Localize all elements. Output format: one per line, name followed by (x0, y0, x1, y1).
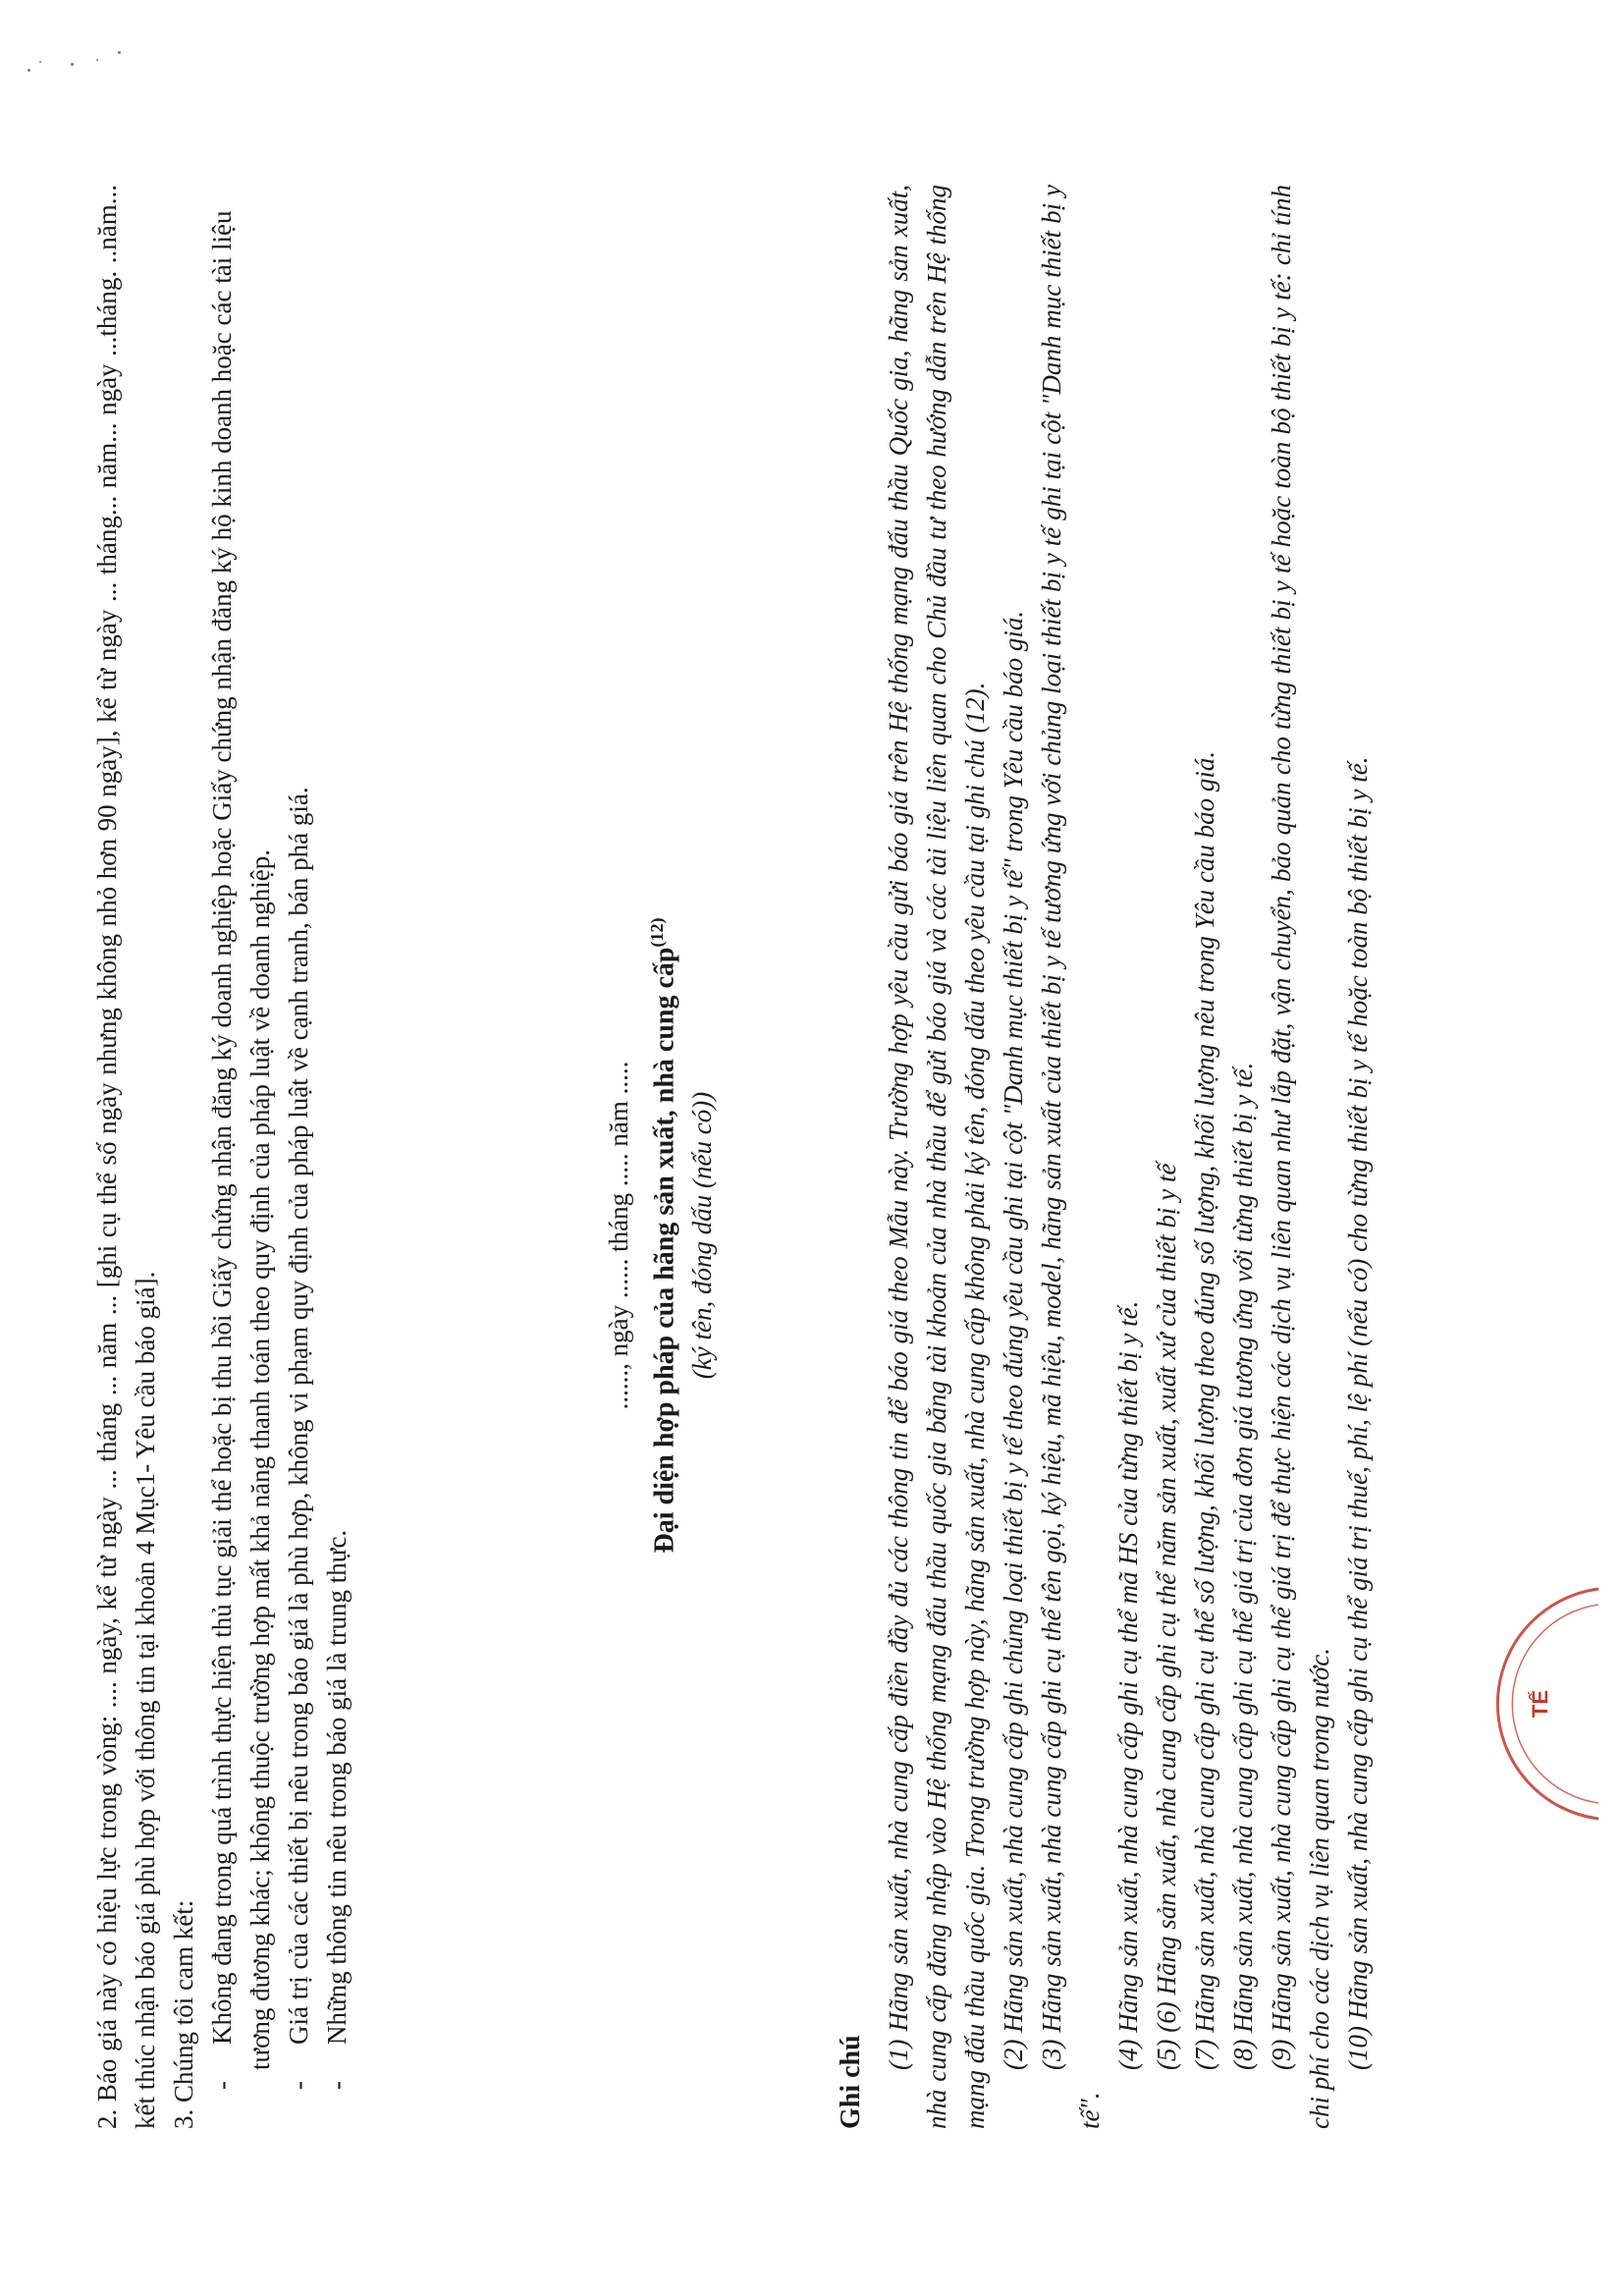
rotated-page-content (88, 185, 1384, 2129)
stamp-seal-icon (1483, 1581, 1600, 1827)
notes-section (832, 185, 1378, 2129)
commitment-heading: 3. Chúng tôi cam kết: (169, 1899, 198, 2129)
note-item: (5) (6) Hãng sản xuất, nhà cung cấp ghi cụ thể năm sản xuất, xuất xứ của thiết bị y tế (1152, 1163, 1182, 2070)
note-item: (3) Hãng sản xuất, nhà cung cấp ghi cụ thể tên gọi, ký hiệu, mã hiệu, model, hãng sản xuất của thiết bị y tế tương ứng với chủng loại thiết bị y tế ghi tại cột "Danh mục thiết bị y tế". (1037, 185, 1106, 2129)
signature-block (600, 754, 722, 1717)
scan-specks (20, 39, 137, 98)
commitments-section (88, 185, 356, 2129)
note-item: (1) Hãng sản xuất, nhà cung cấp điền đầy đủ các thông tin để báo giá theo Mẫu này. Trường hợp yêu cầu gửi báo giá trên Hệ thống mạng đấu thầu Quốc gia, hãng sản xuất, nhà cung cấp đăng nhập vào Hệ thống mạng đấu thầu quốc gia bằng tài khoản của nhà thầu để gửi báo giá và các tài liệu liên quan cho Chủ đầu tư theo hướng dẫn trên Hệ thống mạng đấu thầu quốc gia. Trong trường hợp này, hãng sản xuất, nhà cung cấp không phải ký tên, đóng dấu theo yêu cầu tại ghi chú (12). (884, 185, 991, 2129)
signature-title: Đại diện hợp pháp của hãng sản xuất, nhà cung cấp$^{(12)}$ (647, 917, 680, 1554)
note-item: (2) Hãng sản xuất, nhà cung cấp ghi chủng loại thiết bị y tế theo đúng yêu cầu ghi tại cột "Danh mục thiết bị y tế" trong Yêu cầu báo giá. (999, 610, 1029, 2070)
note-item: (7) Hãng sản xuất, nhà cung cấp ghi cụ thể số lượng, khối lượng theo đúng số lượng, khối lượng nêu trong Yêu cầu báo giá. (1190, 750, 1220, 2070)
signature-subtitle: (ký tên, đóng dấu (nếu có)) (687, 1091, 718, 1380)
note-item: (10) Hãng sản xuất, nhà cung cấp ghi cụ thể giá trị thuế, phí, lệ phí (nếu có) cho từng thiết bị y tế hoặc toàn bộ thiết bị y tế. (1343, 756, 1374, 2070)
stamp-text: TẾ (1528, 1689, 1552, 1719)
commitment-bullet: -Những thông tin nêu trong báo giá là trung thực. (322, 1529, 352, 2090)
commitment-bullet: -Không đang trong quá trình thực hiện thủ tục giải thể hoặc bị thu hồi Giấy chứng nhận đăng ký doanh nghiệp hoặc Giấy chứng nhận đăng ký hộ kinh doanh hoặc các tài liệu tương đương khác; không thuộc trường hợp mất khả năng thanh toán theo quy định của pháp luật về doanh nghiệp. (207, 210, 275, 2090)
notes-heading: Ghi chú (836, 2035, 867, 2129)
commitment-bullet: -Giá trị của các thiết bị nêu trong báo giá là phù hợp, không vi phạm quy định của pháp luật về cạnh tranh, bán phá giá. (284, 787, 313, 2090)
note-item: (9) Hãng sản xuất, nhà cung cấp ghi cụ thể giá trị để thực hiện các dịch vụ liên quan như lắp đặt, vận chuyển, bảo quản cho từng thiết bị y tế hoặc toàn bộ thiết bị y tế: chỉ tính chi phí cho các dịch vụ liên quan trong nước. (1267, 185, 1335, 2129)
signature-date-line: ......, ngày ...... tháng ..... năm ..... (604, 1061, 633, 1410)
note-item: (4) Hãng sản xuất, nhà cung cấp ghi cụ thể mã HS của từng thiết bị y tế. (1113, 1300, 1144, 2070)
note-item: (8) Hãng sản xuất, nhà cung cấp ghi cụ thể giá trị của đơn giá tương ứng với từng thiết bị y tế. (1228, 1062, 1259, 2070)
validity-clause: 2. Báo giá này có hiệu lực trong vòng: .... ngày, kể từ ngày ... tháng ... năm ... [ghi cụ thể số ngày nhưng không nhỏ hơn 90 ngày], kể từ ngày ... tháng... năm... ngày ...tháng. ..năm... kết thúc nhận báo giá phù hợp với thông tin tại khoản 4 Mục1- Yêu cầu báo giá]. (92, 185, 160, 2129)
